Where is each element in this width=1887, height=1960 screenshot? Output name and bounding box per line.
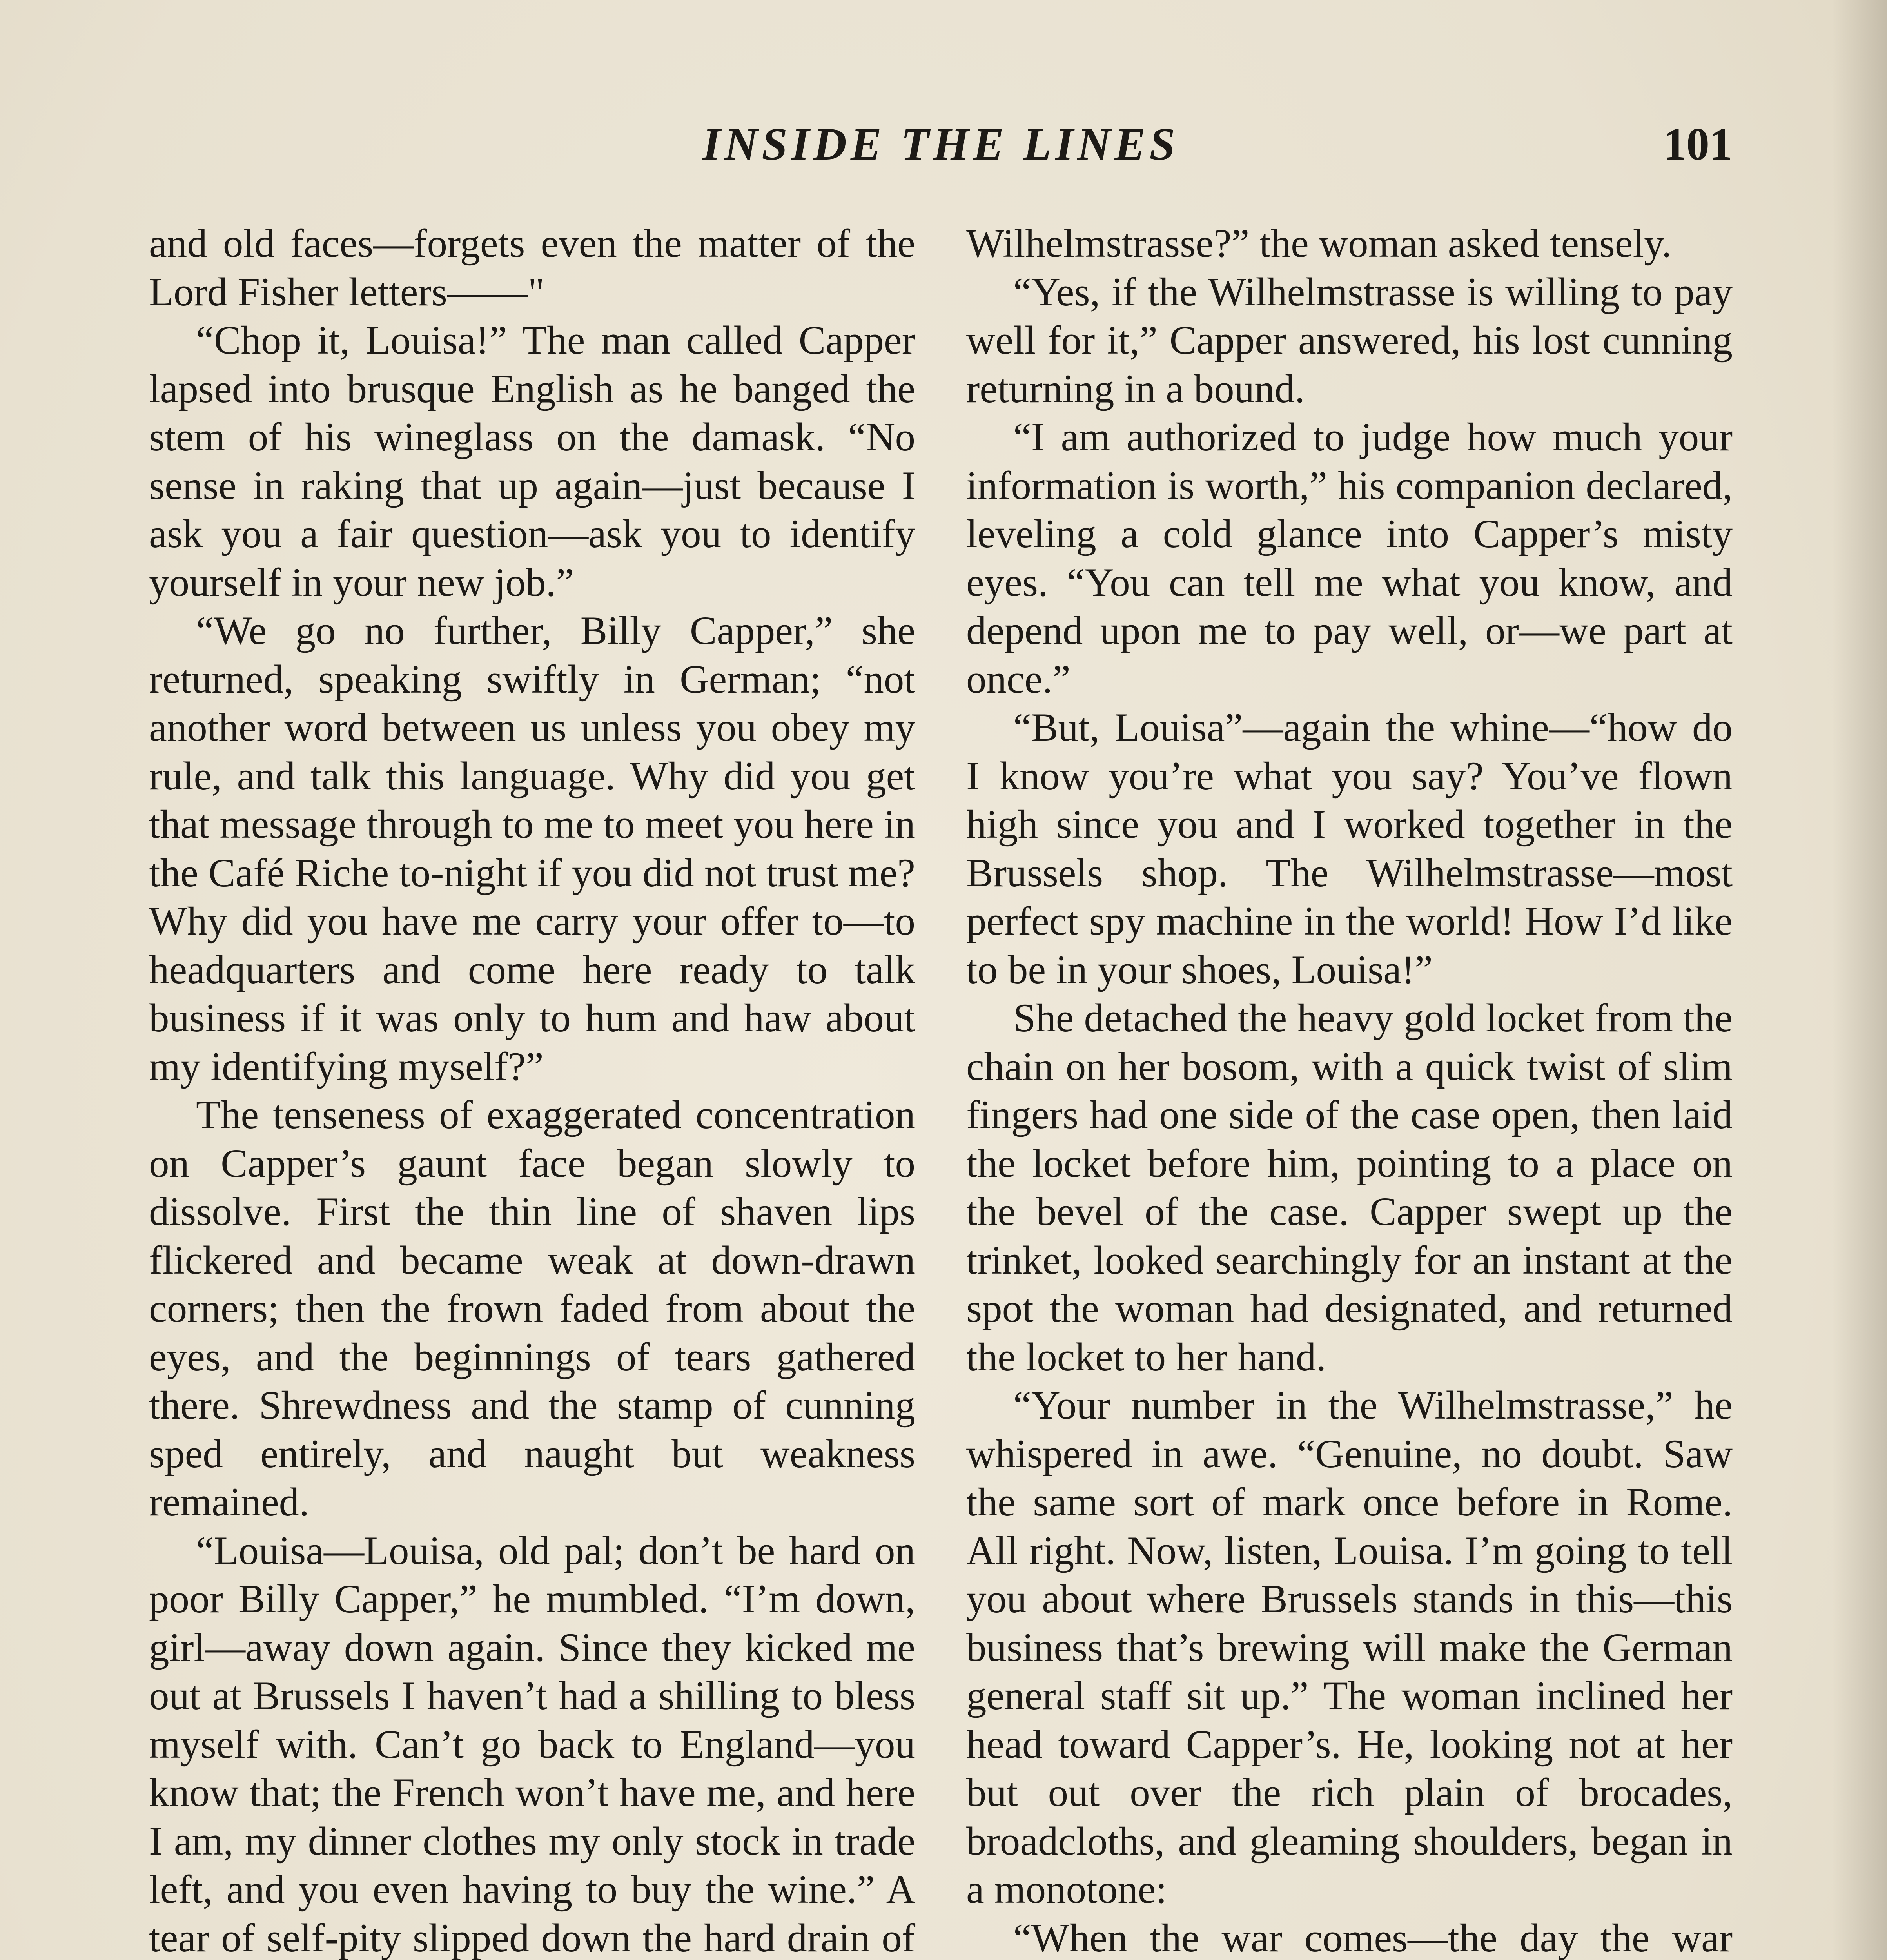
paragraph: and old faces—forgets even the matter of the Lord Fisher letters——": [149, 221, 915, 314]
paragraph: “I am authorized to judge how much your information is worth,” his companion declared, leveling a cold glance into Capper’s misty eyes. “You can tell me what you know, and depend upon me to pay well, or—we part at once.”: [966, 415, 1733, 702]
paragraph: “Your number in the Wilhelmstrasse,” he whispered in awe. “Genuine, no doubt. Saw the same sort of mark once before in Rome. All right. Now, listen, Louisa. I’m going to tell you about where Brussels stands in this—this business that’s brewing will make the German general staff sit up.” The woman inclined her head toward Capper’s. He, looking not at her but out over the rich plain of brocades, broadcloths, and gleaming shoulders, began in a monotone:: [966, 1383, 1733, 1912]
paragraph: “Yes, if the Wilhelmstrasse is willing to pay well for it,” Capper answered, his lost cunning returning in a bound.: [966, 269, 1733, 411]
paragraph: “But, Louisa”—again the whine—“how do I know you’re what you say? You’ve flown high since you and I worked together in the Brussels shop. The Wilhelmstrasse—most perfect spy machine in the world! How I’d like to be in your shoes, Louisa!”: [966, 705, 1733, 992]
left-column: [149, 220, 915, 1960]
running-title: INSIDE THE LINES: [702, 118, 1179, 170]
paragraph: “Chop it, Louisa!” The man called Capper lapsed into brusque English as he banged the stem of his wineglass on the damask. “No sense in raking that up again—just because I ask you a fair question—ask you to identify yourself in your new job.”: [149, 318, 915, 605]
paragraph: She detached the heavy gold locket from the chain on her bosom, with a quick twist of slim fingers had one side of the case open, then laid the locket before him, pointing to a place on the bevel of the case. Capper swept up the trinket, looked searchingly for an instant at the spot the woman had designated, and returned the locket to her hand.: [966, 996, 1733, 1379]
paragraph: The tenseness of exaggerated concentration on Capper’s gaunt face began slowly to dissolve. First the thin line of shaven lips flickered and became weak at down-drawn corners; then the frown faded from about the eyes, and the beginnings of tears gathered there. Shrewdness and the stamp of cunning sped entirely, and naught but weakness remained.: [149, 1093, 915, 1524]
page-number: 101: [1663, 118, 1733, 170]
page-edge-shadow: [1832, 0, 1887, 1960]
paragraph: Wilhelmstrasse?” the woman asked tensely.: [966, 221, 1672, 266]
paragraph: “When the war comes—the day the war: [1013, 1915, 1733, 1960]
paragraph: “We go no further, Billy Capper,” she returned, speaking swiftly in German; “not another word between us unless you obey my rule, and talk this language. Why did you get that message through to me to meet you here in the Café Riche to-night if you did not trust me? Why did you have me carry your offer to—to headquarters and come here ready to talk business if it was only to hum and haw about my identifying myself?”: [149, 608, 915, 1089]
paragraph: “Louisa—Louisa, old pal; don’t be hard on poor Billy Capper,” he mumbled. “I’m down, girl—away down again. Since they kicked me out at Brussels I haven’t had a shilling to bless myself with. Can’t go back to England—you know that; the French won’t have me, and here I am, my dinner clothes my only stock in trade left, and you even having to buy the wine.” A tear of self-pity slipped down the hard drain of: [149, 1528, 915, 1960]
right-column: [966, 220, 1733, 1960]
page-header: [149, 118, 1733, 184]
